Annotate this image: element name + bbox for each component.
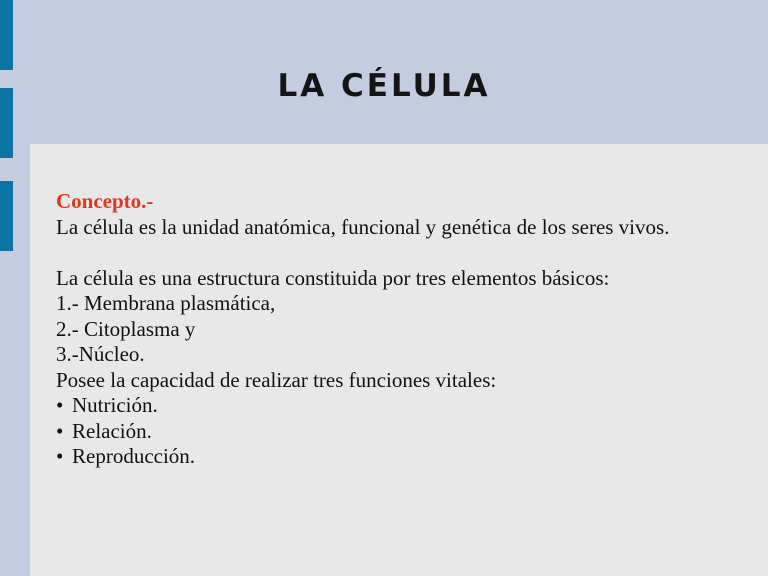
accent-bar-top xyxy=(0,0,13,70)
function-label: Reproducción. xyxy=(72,444,196,468)
function-label: Relación. xyxy=(72,418,152,443)
definition-paragraph: La célula es la unidad anatómica, funcional y genética de los seres vivos. xyxy=(56,214,670,239)
slide-title: LA CÉLULA xyxy=(277,68,491,104)
functions-intro-line: Posee la capacidad de realizar tres funciones vitales: xyxy=(56,367,497,392)
function-item-3 xyxy=(56,444,713,470)
bullet-icon: • xyxy=(56,393,64,417)
slide-body xyxy=(56,189,713,470)
intro-line: La célula es una estructura constituida por tres elementos básicos: xyxy=(56,265,610,290)
concept-heading: Concepto.- xyxy=(56,189,154,213)
accent-bar-bottom xyxy=(0,181,13,251)
function-item-1 xyxy=(56,393,713,419)
paragraph-spacer xyxy=(56,240,713,266)
bullet-icon: • xyxy=(56,444,64,468)
element-item-1: 1.- Membrana plasmática, xyxy=(56,291,276,315)
function-item-2 xyxy=(56,419,713,445)
function-label: Nutrición. xyxy=(72,393,158,417)
element-item-2: 2.- Citoplasma y xyxy=(56,316,196,341)
bullet-icon: • xyxy=(56,418,64,443)
element-item-3: 3.-Núcleo. xyxy=(56,342,145,366)
